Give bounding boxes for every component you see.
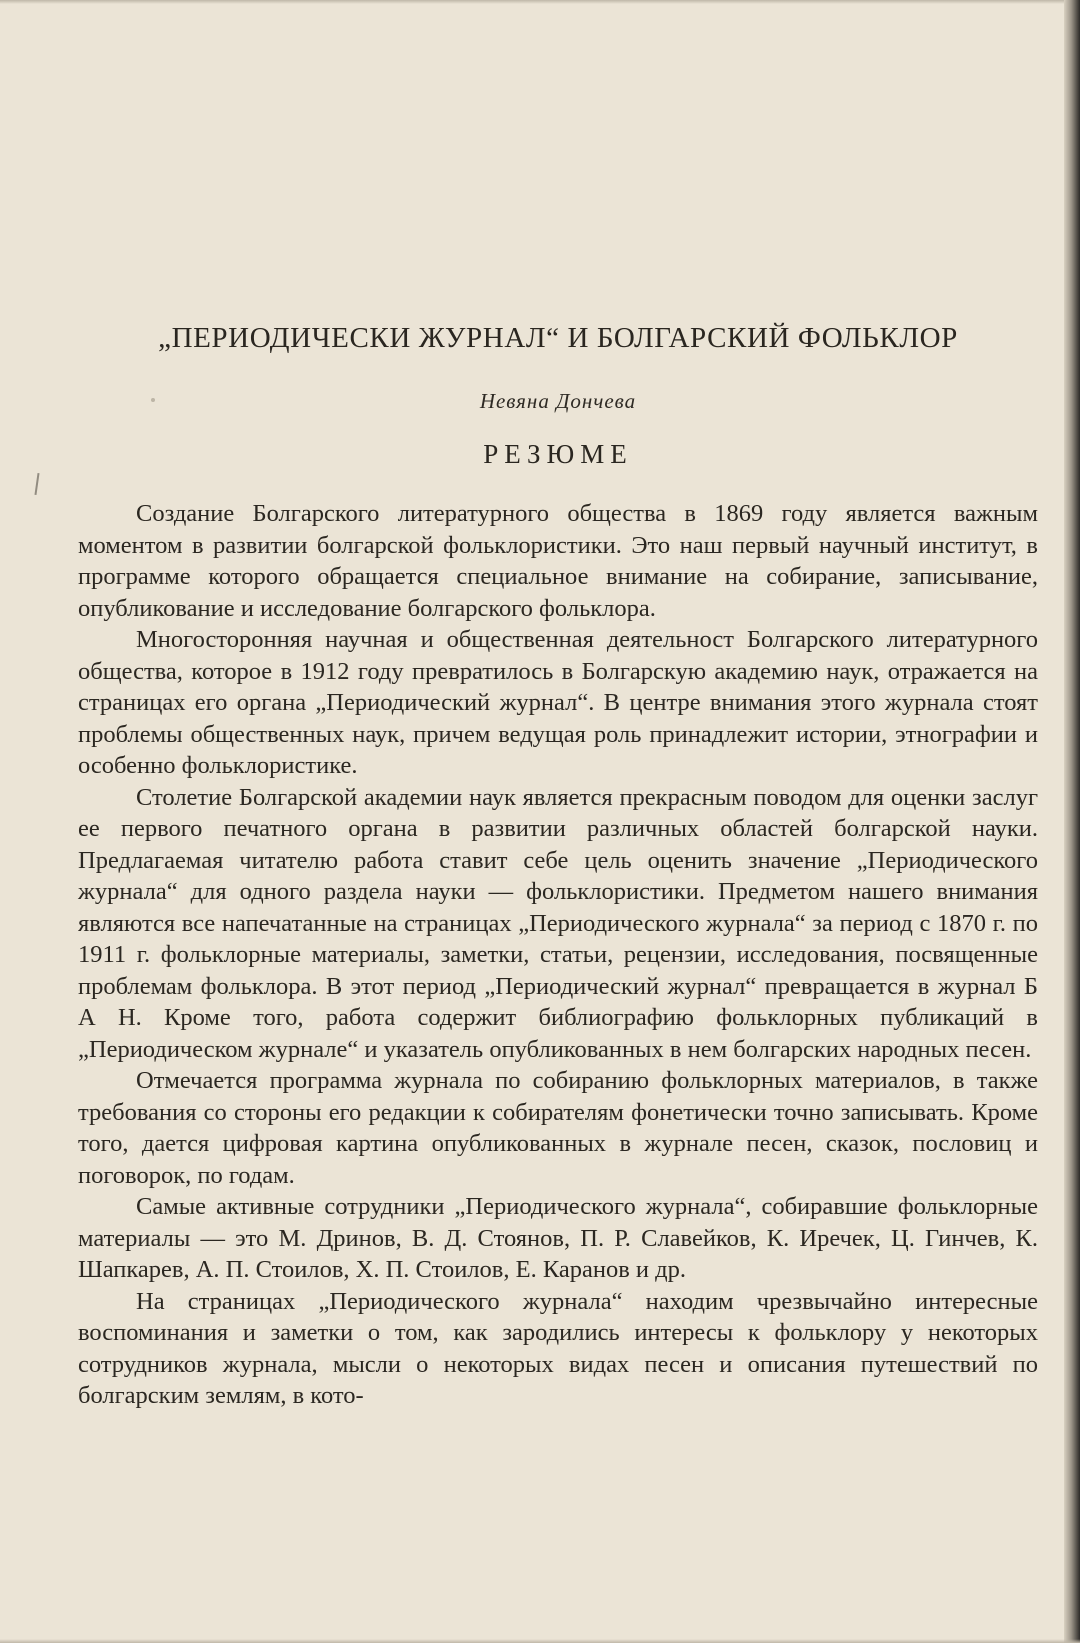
summary-heading: РЕЗЮМЕ (483, 439, 633, 469)
page-bottom-edge (0, 1639, 1080, 1643)
summary-body (78, 498, 1038, 1412)
paragraph-3: Столетие Болгарской академии наук является прекрасным поводом для оценки заслуг ее первого печатного органа в развитии различных областей болгарской науки. Предлагаемая читателю работа ставит себе цель оценить значение „Периодического журнала“ для одного раздела науки — фольклористики. Предметом нашего внимания являются все напечатанные на страницах „Периодического журнала“ за период с 1870 г. по 1911 г. фольклорные материалы, заметки, статьи, рецензии, исследования, посвященные проблемам фольклора. В этот период „Периодический журнал“ превращается в журнал Б А Н. Кроме того, работа содержит библиографию фольклорных публикаций в „Периодическом журнале“ и указатель опубликованных в нем болгарских народных песен. (78, 783, 1038, 1063)
article-author: Невяна Дончева (479, 389, 637, 413)
paragraph-1: Создание Болгарского литературного общества в 1869 году является важным моментом в развитии болгарской фольклористики. Это наш первый научный институт, в программе которого обращается специальное внимание на собирание, записывание, опубликование и исследование болгарского фольклора. (78, 500, 1038, 622)
binding-edge-shadow (1064, 0, 1080, 1643)
paragraph-2: Многосторонняя научная и общественная деятельност Болгарского литературного общества, которое в 1912 году превратилось в Болгарскую академию наук, отражается на страницах его органа „Периодический журнал“. В центре внимания этого журнала стоят проблемы общественных наук, причем ведущая роль принадлежит истории, этнографии и особенно фольклористике. (78, 626, 1038, 779)
paragraph-4: Отмечается программа журнала по собиранию фольклорных материалов, в также требования со стороны его редакции к собирателям фонетически точно записывать. Кроме того, дается цифровая картина опубликованных в журнале песен, сказок, пословиц и поговорок, по годам. (78, 1067, 1038, 1189)
paragraph-5: Самые активные сотрудники „Периодического журнала“, собиравшие фольклорные материалы — это М. Дринов, В. Д. Стоянов, П. Р. Славейков, К. Иречек, Ц. Гинчев, К. Шапкарев, А. П. Стоилов, Х. П. Стоилов, Е. Каранов и др. (78, 1193, 1038, 1283)
paragraph-6: На страницах „Периодического журнала“ находим чрезвычайно интересные воспоминания и заметки о том, как зародились интересы к фольклору у некоторых сотрудников журнала, мысли о некоторых видах песен и описания путешествий по болгарским землям, в кото- (78, 1287, 1038, 1409)
page-top-edge (0, 0, 1080, 4)
article-title: „ПЕРИОДИЧЕСКИ ЖУРНАЛ“ И БОЛГАРСКИЙ ФОЛЬКЛОР (158, 322, 958, 354)
margin-mark (34, 473, 39, 495)
